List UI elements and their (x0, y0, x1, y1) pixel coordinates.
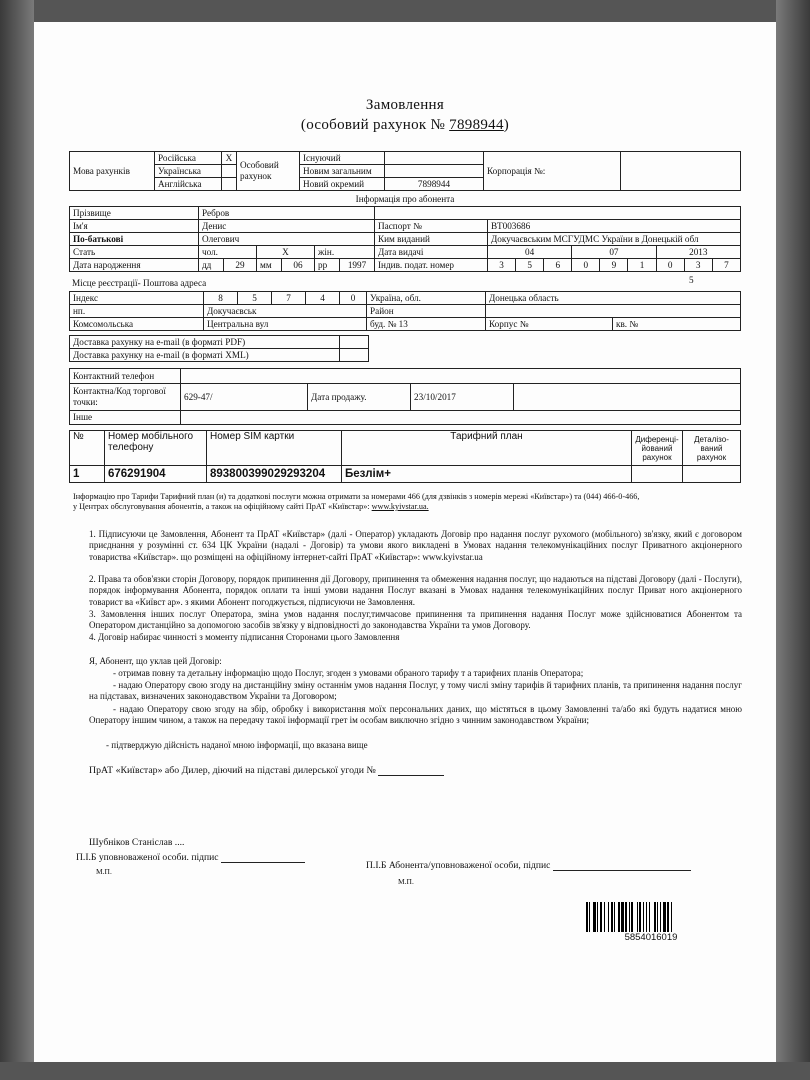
sex-female: жін. (315, 246, 375, 259)
stamp-label-2: М.П. (398, 877, 414, 886)
region-label: Україна, обл. (367, 292, 486, 305)
other-label: Інше (70, 411, 181, 425)
city-label: нп. (70, 305, 204, 318)
barcode-bar (646, 902, 647, 932)
phone-label: Контактний телефон (70, 369, 181, 384)
lang-ru: Російська (155, 152, 222, 165)
issued-by-label: Ким виданий (375, 233, 488, 246)
barcode-bar (589, 902, 590, 932)
index-digit[interactable]: 0 (340, 292, 367, 305)
barcode-bar (593, 902, 596, 932)
other-value[interactable] (181, 411, 741, 425)
barcode-bar (643, 902, 644, 932)
row-sim[interactable]: 893800399029293204 (207, 466, 342, 483)
col-plan: Тарифний план (342, 431, 632, 466)
phone-value[interactable] (181, 369, 741, 384)
street-value[interactable]: Центральна вул (204, 318, 367, 331)
sale-date-value[interactable]: 23/10/2017 (411, 384, 514, 411)
surname-label: Прізвище (70, 207, 199, 220)
tax-digit[interactable]: 0 (572, 259, 600, 272)
barcode-bar (667, 902, 669, 932)
surname-rest (375, 207, 741, 220)
photo-border-left (0, 0, 34, 1080)
tax-label: Індив. подат. номер (375, 259, 488, 272)
delivery-pdf-label: Доставка рахунку на e-mail (в форматі PDF) (70, 336, 340, 349)
sale-date-label: Дата продажу. (308, 384, 411, 411)
lang-ua: Українська (155, 165, 222, 178)
new-separate-label: Новий окремий (300, 178, 385, 191)
delivery-xml-email[interactable] (369, 349, 742, 362)
corporation-value[interactable] (621, 152, 741, 191)
contact-table (69, 368, 741, 425)
index-digit[interactable]: 4 (306, 292, 340, 305)
dealer-number-field[interactable] (378, 775, 444, 776)
address-section-title: Місце реєстрації- Поштова адреса (72, 278, 207, 288)
issue-month[interactable]: 07 (572, 246, 656, 259)
term-1: 1. Підписуючи це Замовлення, Абонент та ПрАТ «Київстар» (далі - Оператор) укладають Договір про надання послуг рухомого (мобільного) зв'язку, який є договором приєднання у розумінні ст. 634 ЦК України (надалі - Договір) та умови якого викладені в Умовах надання телекомунікаційних послуг Приватного акціонерного товариства «Київстар». що розміщені на офіційному інтернет-сайті ПрАТ «Київстар»: www.kyivstar.ua (89, 529, 742, 562)
agreement-bullet-4: - підтверджую дійсність наданої мною інформації, що вказана вище (106, 740, 368, 750)
stamp-label-1: М.П. (96, 867, 112, 876)
barcode-bar (639, 902, 641, 932)
issue-year[interactable]: 2013 (656, 246, 740, 259)
document-title: Замовлення (365, 97, 445, 113)
personal-account-label: Особовий рахунок (237, 152, 300, 191)
birth-mm: мм (257, 259, 282, 272)
delivery-pdf-check[interactable] (340, 336, 369, 349)
tax-digit[interactable]: 9 (600, 259, 628, 272)
col-diff: Диференці-йований рахунок (632, 431, 683, 466)
col-phone: Номер мобільного телефону (105, 431, 207, 466)
barcode-bar (618, 902, 620, 932)
tax-digit-last[interactable]: 5 (689, 275, 694, 285)
barcode-bar (611, 902, 613, 932)
dealer-line: ПрАТ «Київстар» або Дилер, діючий на підставі дилерської угоди № (89, 765, 444, 776)
birth-month[interactable]: 06 (282, 259, 315, 272)
corporation-label: Корпорація №: (484, 152, 621, 191)
barcode-bar (671, 902, 672, 932)
barcode-bar (637, 902, 638, 932)
existing-value[interactable] (385, 152, 484, 165)
sex-male: чол. (199, 246, 257, 259)
korpus-label: Корпус № (486, 318, 613, 331)
district-label: Район (367, 305, 486, 318)
apt-label: кв. № (613, 318, 741, 331)
birth-day[interactable]: 29 (224, 259, 257, 272)
new-separate-value[interactable]: 7898944 (385, 178, 484, 191)
index-digit[interactable]: 7 (272, 292, 306, 305)
new-general-label: Новим загальним (300, 165, 385, 178)
lang-en: Англійська (155, 178, 222, 191)
barcode-bar (660, 902, 661, 932)
photo-border-top (0, 0, 810, 22)
patronymic-label: По-батькові (70, 233, 199, 246)
passport-value[interactable]: ВТ003686 (488, 220, 741, 233)
issue-date-label: Дата видачі (375, 246, 488, 259)
row-detail[interactable] (683, 466, 741, 483)
delivery-pdf-email[interactable] (369, 336, 742, 349)
col-sim: Номер SIM картки (207, 431, 342, 466)
tax-digit[interactable]: 0 (656, 259, 684, 272)
birth-label: Дата народження (70, 259, 199, 272)
agent-name: Шубніков Станіслав .... (89, 837, 185, 848)
barcode-image (586, 902, 716, 932)
barcode-bar (597, 902, 598, 932)
region-value[interactable]: Донецька область (486, 292, 741, 305)
contact-code-label: Контактна/Код торгової точки: (70, 384, 181, 411)
term-3: 3. Замовлення інших послуг Оператора, зміна умов надання послуг,тимчасове припинення та припинення надання Послуг може здійснюватися Абонентом та Оператором дистанційно за допомогою засобів зв'язку у відповідності до законодавства України та умов Договору. (89, 609, 742, 631)
tax-digit[interactable]: 3 (488, 259, 516, 272)
barcode-bar (629, 902, 630, 932)
passport-label: Паспорт № (375, 220, 488, 233)
document-subtitle: (особовий рахунок № 7898944) (300, 117, 510, 133)
tax-digit[interactable]: 6 (544, 259, 572, 272)
agreement-heading: Я, Абонент, що уклав цей Договір: (89, 656, 222, 666)
name-value[interactable]: Денис (199, 220, 375, 233)
lang-ua-mark[interactable] (222, 165, 237, 178)
sex-label: Стать (70, 246, 199, 259)
row-phone[interactable]: 676291904 (105, 466, 207, 483)
agreement-bullet-3: - надаю Оператору свою згоду на збір, обробку і використання моїх персональних даних, що містяться в цьому Замовленні та/або які будуть надатися мною Оператору іншим чином, а також на передачу такої інформації грет ім особам виключно згідно з чинним законодавством України; (89, 704, 742, 726)
index-label: Індекс (70, 292, 204, 305)
term-2: 2. Права та обов'язки сторін Договору, порядок припинення дії Договору, припинення та обмеження надання послуг, що надаються на підставі Договору (далі - Послуги), порядок інформування Абонента, порядок оплати та інші умови надання Послуг вказані в Умовах надання телекомунікаційних послуг Приват ного акціонерного товарист ва «Київст ар». з якими Абонент погоджується, підписуючи не Замовлення. (89, 574, 742, 607)
address-table (69, 291, 741, 331)
barcode-bar (600, 902, 602, 932)
index-digit[interactable]: 8 (204, 292, 238, 305)
lang-en-mark[interactable] (222, 178, 237, 191)
document-page (34, 22, 776, 1062)
col-detail: Деталізо-ваний рахунок (683, 431, 741, 466)
subscriber-signature: П.І.Б Абонента/уповноваженої особи, підпис (366, 860, 691, 871)
account-table (69, 151, 741, 191)
barcode-bar (649, 902, 650, 932)
barcode-bar (608, 902, 609, 932)
patronymic-value[interactable]: Олегович (199, 233, 375, 246)
account-number: 7898944 (449, 117, 504, 133)
numbers-table (69, 430, 741, 483)
barcode-bar (625, 902, 627, 932)
contact-extra (514, 384, 741, 411)
tariff-info-note: Інформацію про Тарифи Тарифний план (и) та додаткові послуги можна отримати за номерами 466 (для дзвінків з номерів мережі «Київстар») та (044) 466-0-466, у Центрах обслуговування абонентів, а також на офіційному сайті ПрАТ «Київстар»: www.kyivstar.ua. (73, 492, 640, 511)
barcode-bar (654, 902, 656, 932)
photo-border-right (776, 0, 810, 1080)
city-value[interactable]: Докучаєвськ (204, 305, 367, 318)
surname-value[interactable]: Ребров (199, 207, 375, 220)
barcode-number: 5854016019 (624, 932, 678, 943)
subscriber-table (69, 206, 741, 272)
tax-digit[interactable]: 3 (684, 259, 712, 272)
lang-label: Мова рахунків (70, 152, 155, 191)
birth-rr: рр (315, 259, 340, 272)
tax-digit[interactable]: 5 (516, 259, 544, 272)
building-value[interactable]: буд. № 13 (367, 318, 486, 331)
issued-by-value[interactable]: Докучаєвським МСГУДМС України в Донецькій обл (488, 233, 741, 246)
subscriber-signature-field[interactable] (553, 870, 691, 871)
kyivstar-link[interactable]: www.kyivstar.ua. (371, 502, 429, 511)
delivery-xml-label: Доставка рахунку на e-mail (в форматі XML) (70, 349, 340, 362)
tax-digit[interactable]: 7 (712, 259, 740, 272)
birth-year[interactable]: 1997 (340, 259, 375, 272)
sex-male-mark[interactable]: X (257, 246, 315, 259)
delivery-table (69, 335, 741, 362)
contact-code-value[interactable]: 629-47/ (181, 384, 308, 411)
agreement-bullet-1: - отримав повну та детальну інформацію щодо Послуг, згоден з умовами обраного тарифу т а тарифних планів Оператора; (113, 668, 584, 678)
row-plan[interactable]: Безлім+ (342, 466, 632, 483)
subscriber-section-title: Інформація про абонента (355, 194, 455, 204)
barcode-bar (586, 902, 588, 932)
col-no: № (70, 431, 105, 466)
delivery-xml-check[interactable] (340, 349, 369, 362)
lang-ru-mark[interactable]: X (222, 152, 237, 165)
barcode-bar (604, 902, 605, 932)
barcode-bar (657, 902, 658, 932)
agent-signature: П.І.Б уповноваженої особи. підпис (76, 852, 305, 863)
barcode-bar (631, 902, 633, 932)
row-diff[interactable] (632, 466, 683, 483)
photo-border-bottom (0, 1062, 810, 1080)
birth-dd: дд (199, 259, 224, 272)
term-4: 4. Договір набирає чинності з моменту підписання Сторонами цього Замовлення (89, 632, 400, 642)
new-general-value[interactable] (385, 165, 484, 178)
barcode-bar (614, 902, 615, 932)
index-digit[interactable]: 5 (238, 292, 272, 305)
barcode-bar (621, 902, 624, 932)
tax-digit[interactable]: 1 (628, 259, 656, 272)
row-no: 1 (70, 466, 105, 483)
name-label: Ім'я (70, 220, 199, 233)
street-label: Комсомольська (70, 318, 204, 331)
issue-day[interactable]: 04 (488, 246, 572, 259)
agent-signature-field[interactable] (221, 862, 305, 863)
district-value[interactable] (486, 305, 741, 318)
barcode-bar (663, 902, 666, 932)
existing-label: Існуючий (300, 152, 385, 165)
agreement-bullet-2: - надаю Оператору свою згоду на дистанційну зміну останнім умов надання Послуг, у тому числі зміну тарифів й тарифних планів, та припинення надання послуг на підставах, визначених законодавством України та Договором; (89, 680, 742, 702)
